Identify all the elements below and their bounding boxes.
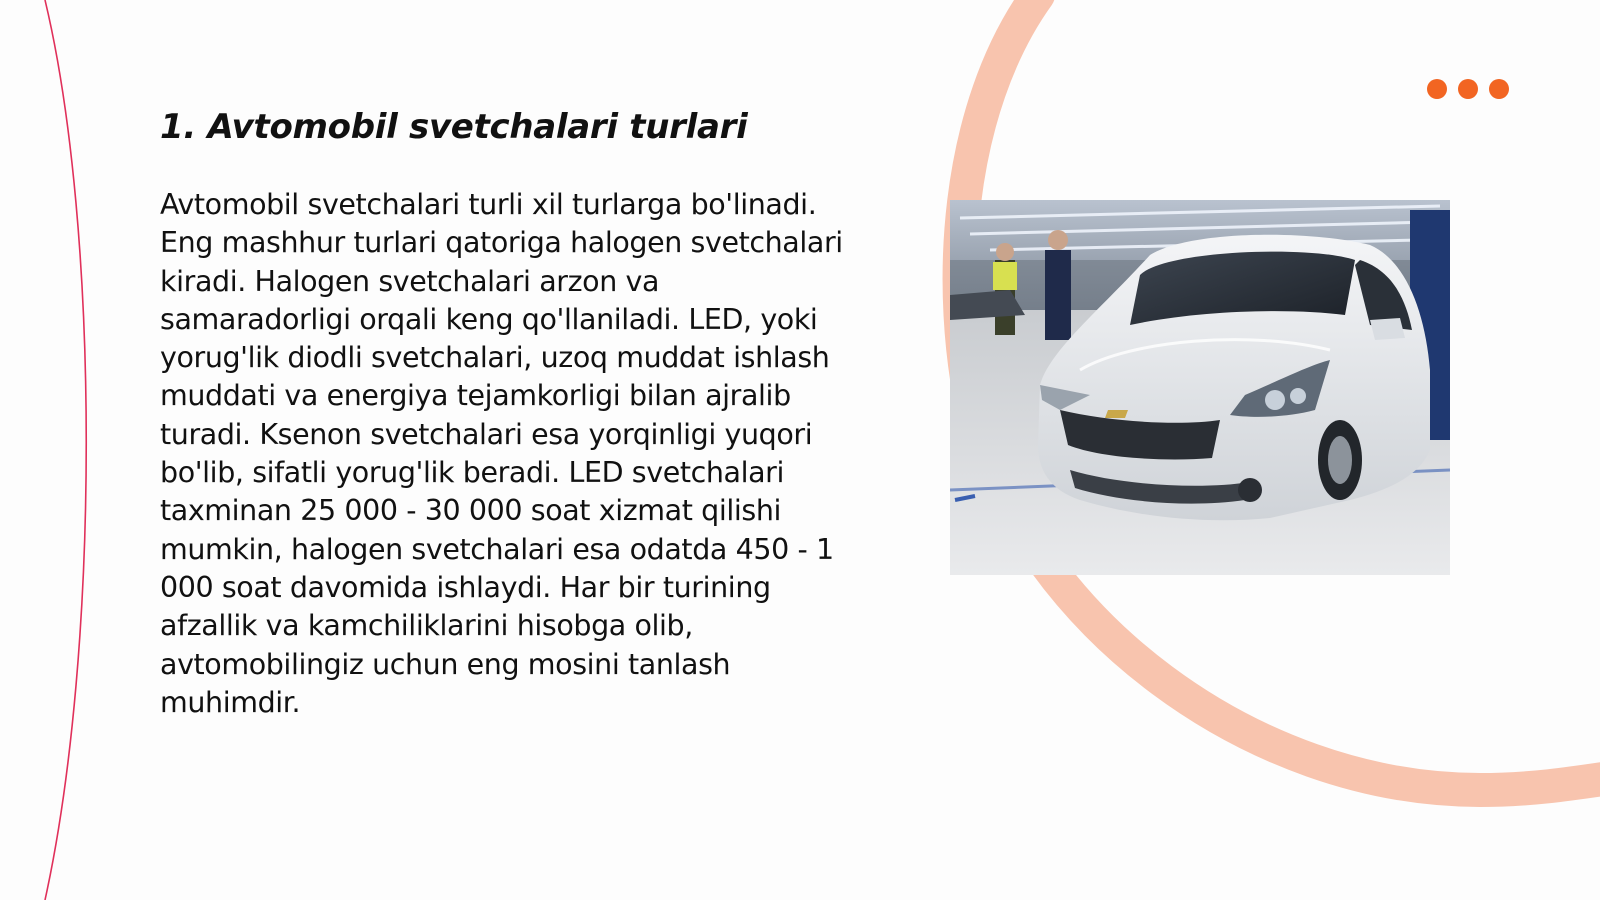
three-dots-icon	[1427, 79, 1509, 99]
slide-title: 1. Avtomobil svetchalari turlari	[160, 107, 748, 147]
car-photo	[950, 200, 1450, 575]
dot-icon	[1489, 79, 1509, 99]
left-edge-curve	[45, 0, 86, 900]
slide-body-text: Avtomobil svetchalari turli xil turlarga bo'linadi. Eng mashhur turlari qatoriga halogen svetchalari kiradi. Halogen svetchalari arzon va samaradorligi orqali keng qo'llaniladi. LED, yoki yorug'lik diodli svetchalari, uzoq muddat ishlash muddati va energiya tejamkorligi bilan ajralib turadi. Ksenon svetchalari esa yorqinligi yuqori bo'lib, sifatli yorug'lik beradi. LED svetchalari taxminan 25 000 - 30 000 soat xizmat qilishi mumkin, halogen svetchalari esa odatda 450 - 1 000 soat davomida ishlaydi. Har bir turining afzallik va kamchiliklarini hisobga olib, avtomobilingiz uchun eng mosini tanlash muhimdir.	[160, 188, 843, 719]
dot-icon	[1427, 79, 1447, 99]
car-image-illustration	[950, 200, 1450, 575]
dot-icon	[1458, 79, 1478, 99]
